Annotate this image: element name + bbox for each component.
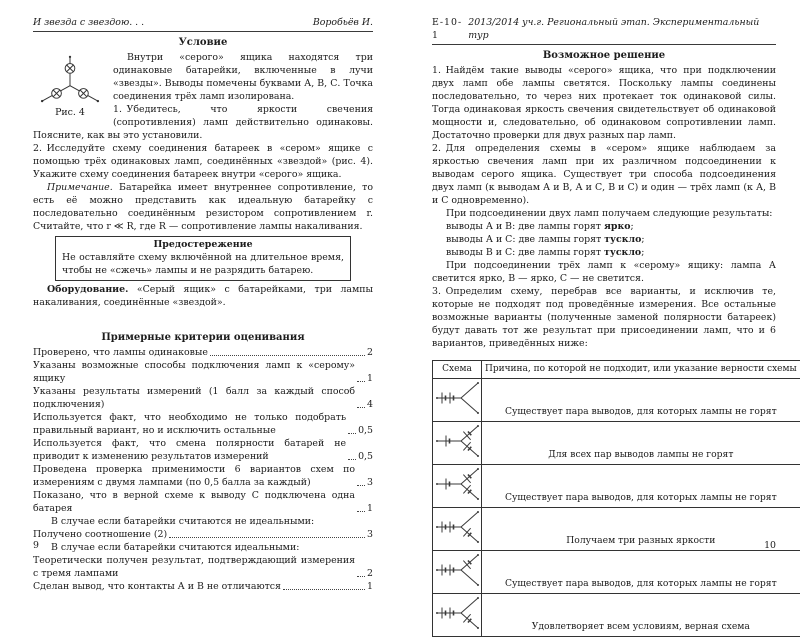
battery-star-schematic xyxy=(434,595,480,631)
scheme-row xyxy=(433,594,800,637)
criteria-item xyxy=(33,580,373,593)
dot-leader xyxy=(169,537,365,538)
page-left xyxy=(33,16,373,552)
right-page-header xyxy=(432,16,776,45)
dot-leader xyxy=(283,589,365,590)
criteria-item-score: 0,5 xyxy=(358,424,373,437)
criteria-item-text: Указаны результаты измерений (1 балл за каждый способ подключения) xyxy=(33,385,355,411)
criteria-item xyxy=(33,437,373,463)
dot-leader xyxy=(357,381,365,382)
reason-cell: Существует пара выводов, для которых лампы не горят xyxy=(482,379,800,422)
solution-heading: Возможное решение xyxy=(432,49,776,62)
criteria-item-score: 4 xyxy=(367,398,373,411)
star-lamps-figure xyxy=(37,53,103,103)
scheme-column-header: Схема xyxy=(433,361,482,379)
page-number-left: 9 xyxy=(33,539,39,552)
note-lead: Примечание. xyxy=(47,182,113,193)
criteria-item-text: Показано, что в верной схеме к выводу С подключена одна батарея xyxy=(33,489,355,515)
criteria-item-text: Указаны возможные способы подключения ламп к «серому» ящику xyxy=(33,359,355,385)
solution-item-3: 3. Определим схему, перебрав все варианты, и исключив те, которые не подходят под проведённые измерения. Все остальные возможные варианты (полученные заменой полярности батареек) будут давать тот же результат при присоединении ламп, что и 6 вариантов, приведённых ниже: xyxy=(432,285,776,350)
running-title-right: 2013/2014 уч.г. Региональный этап. Экспериментальный тур xyxy=(468,16,776,42)
task-item-2: 2. Исследуйте схему соединения батареек в «сером» ящике с помощью трёх одинаковых ламп, соединённых «звездой» (рис. 4). Укажите схему соединения батареек внутри «серого» ящика. xyxy=(33,142,373,181)
note-text: Батарейка имеет внутреннее сопротивление, то есть её можно представить как идеальную батарейку с последовательно соединённым резистором сопротивлением r. Считайте, что r ≪ R, где R — сопротивление лампы накаливания. xyxy=(33,182,373,232)
scheme-cell xyxy=(433,594,482,637)
running-title: И звезда с звездою. . . xyxy=(33,16,144,29)
results-list xyxy=(432,220,776,259)
criteria-item xyxy=(33,385,373,411)
battery-star-schematic xyxy=(434,423,480,459)
schemes-table xyxy=(432,360,800,637)
scheme-cell xyxy=(433,422,482,465)
author-name: Воробьёв И. xyxy=(313,16,373,29)
criteria-item xyxy=(33,554,373,580)
criteria-item xyxy=(33,411,373,437)
reason-cell: Для всех пар выводов лампы не горят xyxy=(482,422,800,465)
condition-block xyxy=(33,51,373,181)
criteria-item xyxy=(33,528,373,541)
dot-leader xyxy=(210,355,365,356)
problem-code: Е-10-1 xyxy=(432,16,468,42)
criteria-item-score: 1 xyxy=(367,372,373,385)
dot-leader xyxy=(357,576,365,577)
figure-caption: Рис. 4 xyxy=(33,107,107,118)
criteria-item-text: В случае если батарейки считаются идеальными: xyxy=(51,541,299,554)
scheme-row xyxy=(433,379,800,422)
dot-leader xyxy=(357,511,365,512)
criteria-item-text: В случае если батарейки считаются не идеальными: xyxy=(51,515,314,528)
criteria-item-text: Сделан вывод, что контакты А и В не отличаются xyxy=(33,580,281,593)
criteria-item-text: Получено соотношение (2) xyxy=(33,528,167,541)
result-line: выводы А и В: две лампы горят ярко; xyxy=(432,220,776,233)
task-item-1: 1. Убедитесь, что яркости свечения (сопротивления) ламп действительно одинаковы. Поясните, как вы это установили. xyxy=(33,103,373,142)
results-intro: При подсоединении двух ламп получаем следующие результаты: xyxy=(432,207,776,220)
left-page-header xyxy=(33,16,373,32)
criteria-item-text: Используется факт, что смена полярности батарей не приводит к изменению результатов измерений xyxy=(33,437,346,463)
scheme-cell xyxy=(433,551,482,594)
criteria-item-score: 1 xyxy=(367,502,373,515)
brightness-word: тускло xyxy=(604,234,641,245)
reason-column-header: Причина, по которой не подходит, или указание верности схемы xyxy=(482,361,800,379)
criteria-item-text: Теоретически получен результат, подтверждающий измерения с тремя лампами xyxy=(33,554,355,580)
dot-leader xyxy=(357,407,365,408)
equipment-paragraph xyxy=(33,283,373,309)
result-line: выводы В и С: две лампы горят тускло; xyxy=(432,246,776,259)
dot-leader xyxy=(357,485,365,486)
three-lamps-result: При подсоединении трёх ламп к «серому» ящику: лампа А светится ярко, В — ярко, С — не светится. xyxy=(432,259,776,285)
schemes-table-header-row xyxy=(433,361,800,379)
reason-cell: Получаем три разных яркости xyxy=(482,508,800,551)
criteria-item xyxy=(33,515,373,528)
brightness-word: ярко xyxy=(604,221,631,232)
page-right xyxy=(432,16,776,552)
criteria-item-text: Используется факт, что необходимо не только подобрать правильный вариант, но и исключить остальные xyxy=(33,411,346,437)
criteria-item-score: 3 xyxy=(367,528,373,541)
warning-title: Предостережение xyxy=(62,238,344,251)
reason-cell: Существует пара выводов, для которых лампы не горят xyxy=(482,465,800,508)
criteria-heading: Примерные критерии оценивания xyxy=(33,331,373,344)
battery-star-schematic xyxy=(434,466,480,502)
criteria-item-score: 2 xyxy=(367,567,373,580)
solution-item-2: 2. Для определения схемы в «сером» ящике наблюдаем за яркостью свечения ламп при их различном подсоединении к выводам серого ящика. Существует три способа подсоединения двух ламп (к выводам А и В, А и С, В и С) и один — трёх ламп (к А, В и С одновременно). xyxy=(432,142,776,207)
criteria-item-text: Проведена проверка применимости 6 вариантов схем по измерениям с двумя лампами (по 0,5 балла за каждый) xyxy=(33,463,355,489)
battery-star-schematic xyxy=(434,380,480,416)
reason-cell: Существует пара выводов, для которых лампы не горят xyxy=(482,551,800,594)
criteria-item xyxy=(33,463,373,489)
reason-cell: Удовлетворяет всем условиям, верная схема xyxy=(482,594,800,637)
warning-box xyxy=(55,236,351,281)
dot-leader xyxy=(348,459,356,460)
result-line: выводы А и С: две лампы горят тускло; xyxy=(432,233,776,246)
scheme-row xyxy=(433,422,800,465)
criteria-item xyxy=(33,489,373,515)
criteria-item xyxy=(33,346,373,359)
criteria-item-score: 0,5 xyxy=(358,450,373,463)
brightness-word: тускло xyxy=(604,247,641,258)
criteria-item xyxy=(33,359,373,385)
schemes-table-body xyxy=(433,379,800,637)
note-paragraph xyxy=(33,181,373,233)
scheme-cell xyxy=(433,465,482,508)
equipment-text: «Серый ящик» с батарейками, три лампы накаливания, соединённые «звездой». xyxy=(33,284,373,308)
battery-star-schematic xyxy=(434,552,480,588)
criteria-item xyxy=(33,541,373,554)
solution-item-1: 1. Найдём такие выводы «серого» ящика, что при подключении двух ламп обе лампы светятся. Поскольку лампы соединены последовательно, то через них протекает ток одинаковой силы. Тогда одинаковая яркость свечения свидетельствует об одинаковой мощности и, следовательно, об одинаковом сопротивлении ламп. Достаточно проверки для двух разных пар ламп. xyxy=(432,64,776,142)
scheme-row xyxy=(433,508,800,551)
criteria-item-score: 2 xyxy=(367,346,373,359)
battery-star-schematic xyxy=(434,509,480,545)
criteria-list xyxy=(33,346,373,593)
criteria-item-text: Проверено, что лампы одинаковые xyxy=(33,346,208,359)
scheme-cell xyxy=(433,379,482,422)
scheme-row xyxy=(433,465,800,508)
equipment-lead: Оборудование. xyxy=(47,284,128,295)
scheme-cell xyxy=(433,508,482,551)
condition-paragraph: Внутри «серого» ящика находятся три одинаковые батарейки, включенные в лучи «звезды». Выводы помечены буквами А, В, С. Точка соединения трёх ламп изолирована. xyxy=(33,51,373,103)
scheme-row xyxy=(433,551,800,594)
criteria-item-score: 1 xyxy=(367,580,373,593)
condition-heading: Условие xyxy=(33,36,373,49)
warning-text: Не оставляйте схему включённой на длительное время, чтобы не «сжечь» лампы и не разрядить батарею. xyxy=(62,251,344,277)
criteria-item-score: 3 xyxy=(367,476,373,489)
page-number-right: 10 xyxy=(764,539,776,552)
figure-4 xyxy=(33,53,107,118)
dot-leader xyxy=(348,433,356,434)
